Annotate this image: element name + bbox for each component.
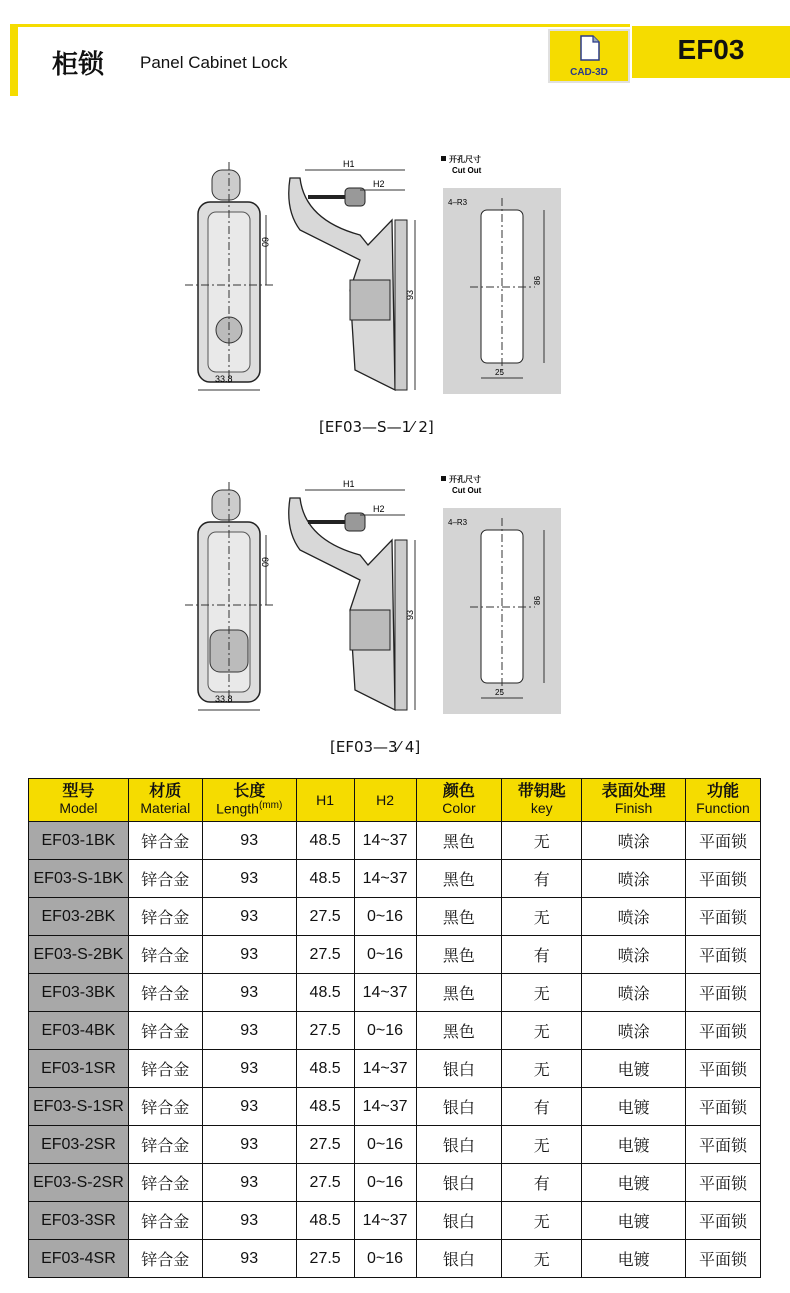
table-row: [29, 1126, 761, 1164]
dim-h1: H1: [343, 159, 355, 169]
table-cell: 锌合金: [128, 1050, 202, 1088]
table-cell: 黑色: [416, 1012, 502, 1050]
col-header-material: 材质 Material: [128, 779, 202, 822]
table-cell: EF03-3BK: [29, 974, 129, 1012]
model-code-badge: [632, 26, 790, 78]
table-cell: 14~37: [354, 1050, 416, 1088]
dim-cutout-radius: 4–R3: [448, 518, 468, 527]
page-title: 柜锁: [52, 50, 105, 80]
table-row: [29, 936, 761, 974]
page-subtitle: Panel Cabinet Lock: [140, 53, 288, 72]
table-cell: 银白: [416, 1202, 502, 1240]
table-cell: 27.5: [296, 936, 354, 974]
dim-front-height: 60: [260, 557, 270, 568]
table-cell: 27.5: [296, 898, 354, 936]
front-view: [185, 482, 275, 710]
dim-cutout-radius: 4–R3: [448, 198, 468, 207]
cad-3d-label: CAD-3D: [570, 67, 608, 78]
table-cell: 无: [502, 1240, 582, 1278]
cutout-title-en: Cut Out: [452, 166, 482, 175]
table-cell: 93: [202, 1012, 296, 1050]
table-cell: 14~37: [354, 860, 416, 898]
table-cell: 48.5: [296, 974, 354, 1012]
table-cell: 27.5: [296, 1126, 354, 1164]
table-cell: EF03-4BK: [29, 1012, 129, 1050]
dim-cutout-height: 86: [533, 596, 542, 605]
table-cell: 14~37: [354, 974, 416, 1012]
dim-h1: H1: [343, 479, 355, 489]
table-cell: 48.5: [296, 1202, 354, 1240]
drawing-ef03-3-4: [0, 470, 790, 770]
spec-table: [28, 778, 761, 1278]
table-cell: 锌合金: [128, 1240, 202, 1278]
table-cell: 0~16: [354, 1240, 416, 1278]
table-cell: 无: [502, 1012, 582, 1050]
dim-cutout-width: 25: [495, 688, 504, 697]
table-cell: 0~16: [354, 1164, 416, 1202]
drawing-caption: [EF03—3⁄ 4]: [330, 738, 421, 756]
dim-front-width: 33.8: [215, 694, 233, 704]
table-cell: 无: [502, 1202, 582, 1240]
dim-front-width: 33.8: [215, 374, 233, 384]
table-cell: 0~16: [354, 1126, 416, 1164]
dim-cutout-height: 86: [533, 276, 542, 285]
cad-3d-button[interactable]: [548, 29, 630, 83]
table-cell: 有: [502, 860, 582, 898]
side-view: [289, 490, 415, 710]
technical-drawing: [0, 470, 790, 730]
table-cell: 锌合金: [128, 1012, 202, 1050]
table-cell: 93: [202, 1164, 296, 1202]
table-cell: 电镀: [582, 1126, 686, 1164]
table-row: [29, 1240, 761, 1278]
table-row: [29, 898, 761, 936]
table-cell: 喷涂: [582, 860, 686, 898]
table-cell: 黑色: [416, 822, 502, 860]
table-cell: 27.5: [296, 1240, 354, 1278]
table-cell: EF03-3SR: [29, 1202, 129, 1240]
table-cell: 锌合金: [128, 860, 202, 898]
table-cell: 黑色: [416, 898, 502, 936]
col-header-color: 颜色 Color: [416, 779, 502, 822]
document-icon: [578, 35, 602, 61]
table-cell: 93: [202, 1240, 296, 1278]
table-cell: 电镀: [582, 1088, 686, 1126]
table-cell: EF03-S-1SR: [29, 1088, 129, 1126]
table-cell: 锌合金: [128, 1202, 202, 1240]
front-view: [185, 162, 275, 390]
table-cell: 48.5: [296, 822, 354, 860]
table-cell: EF03-1BK: [29, 822, 129, 860]
table-cell: 93: [202, 822, 296, 860]
cutout-title-zh: 开孔尺寸: [449, 475, 481, 484]
table-cell: 银白: [416, 1050, 502, 1088]
dim-h2: H2: [373, 504, 385, 514]
page-header: [10, 24, 790, 96]
table-cell: 喷涂: [582, 974, 686, 1012]
table-cell: 有: [502, 936, 582, 974]
table-cell: 0~16: [354, 898, 416, 936]
dim-side-height: 93: [405, 609, 415, 620]
table-cell: EF03-2BK: [29, 898, 129, 936]
cutout-view: [441, 156, 561, 394]
table-cell: 平面锁: [685, 936, 760, 974]
table-cell: 喷涂: [582, 822, 686, 860]
table-cell: 锌合金: [128, 1126, 202, 1164]
dim-side-height: 93: [405, 289, 415, 300]
table-cell: 93: [202, 1088, 296, 1126]
table-cell: 银白: [416, 1240, 502, 1278]
table-cell: 有: [502, 1164, 582, 1202]
table-cell: 电镀: [582, 1164, 686, 1202]
table-row: [29, 1050, 761, 1088]
side-view: [289, 170, 415, 390]
table-cell: 0~16: [354, 936, 416, 974]
drawing-caption: [EF03—S—1⁄ 2]: [319, 418, 434, 436]
table-cell: 无: [502, 974, 582, 1012]
cutout-title-en: Cut Out: [452, 486, 482, 495]
table-cell: 喷涂: [582, 1012, 686, 1050]
table-cell: 平面锁: [685, 1088, 760, 1126]
table-row: [29, 1164, 761, 1202]
table-row: [29, 1088, 761, 1126]
cutout-title-zh: 开孔尺寸: [449, 155, 481, 164]
table-cell: 93: [202, 860, 296, 898]
drawing-ef03-s-1-2: [0, 150, 790, 450]
table-cell: 14~37: [354, 1088, 416, 1126]
table-cell: 93: [202, 974, 296, 1012]
table-body: [29, 822, 761, 1278]
col-header-finish: 表面处理 Finish: [582, 779, 686, 822]
table-cell: 27.5: [296, 1164, 354, 1202]
table-cell: 0~16: [354, 1012, 416, 1050]
dim-front-height: 60: [260, 237, 270, 248]
table-cell: EF03-S-2BK: [29, 936, 129, 974]
table-cell: 93: [202, 1202, 296, 1240]
table-cell: 48.5: [296, 860, 354, 898]
table-cell: 银白: [416, 1126, 502, 1164]
table-cell: 27.5: [296, 1012, 354, 1050]
table-cell: 喷涂: [582, 936, 686, 974]
header-accent-line: [10, 24, 630, 27]
table-row: [29, 1202, 761, 1240]
col-header-function: 功能 Function: [685, 779, 760, 822]
table-cell: 锌合金: [128, 974, 202, 1012]
col-header-key: 带钥匙 key: [502, 779, 582, 822]
table-cell: 平面锁: [685, 1050, 760, 1088]
table-cell: 电镀: [582, 1202, 686, 1240]
table-row: [29, 860, 761, 898]
table-cell: 14~37: [354, 822, 416, 860]
table-cell: 锌合金: [128, 898, 202, 936]
table-cell: 平面锁: [685, 860, 760, 898]
table-cell: 14~37: [354, 1202, 416, 1240]
table-cell: 无: [502, 822, 582, 860]
table-cell: 平面锁: [685, 1012, 760, 1050]
table-cell: 无: [502, 1126, 582, 1164]
table-cell: 有: [502, 1088, 582, 1126]
table-cell: 电镀: [582, 1050, 686, 1088]
col-header-h1: H1: [296, 779, 354, 822]
technical-drawing: [0, 150, 790, 410]
table-cell: 黑色: [416, 936, 502, 974]
table-cell: 平面锁: [685, 1240, 760, 1278]
table-cell: 平面锁: [685, 1164, 760, 1202]
table-cell: 银白: [416, 1088, 502, 1126]
col-header-h2: H2: [354, 779, 416, 822]
cutout-view: [441, 476, 561, 714]
table-cell: 锌合金: [128, 936, 202, 974]
table-cell: 锌合金: [128, 1164, 202, 1202]
table-cell: 平面锁: [685, 1202, 760, 1240]
table-cell: 无: [502, 898, 582, 936]
table-cell: EF03-1SR: [29, 1050, 129, 1088]
col-header-model: 型号 Model: [29, 779, 129, 822]
header-accent-bar: [10, 24, 18, 96]
table-cell: 48.5: [296, 1050, 354, 1088]
table-cell: 黑色: [416, 974, 502, 1012]
dim-cutout-width: 25: [495, 368, 504, 377]
table-cell: EF03-4SR: [29, 1240, 129, 1278]
table-cell: 锌合金: [128, 1088, 202, 1126]
table-cell: 黑色: [416, 860, 502, 898]
table-cell: 平面锁: [685, 822, 760, 860]
dim-h2: H2: [373, 179, 385, 189]
table-row: [29, 822, 761, 860]
table-cell: 平面锁: [685, 898, 760, 936]
table-cell: EF03-S-1BK: [29, 860, 129, 898]
table-cell: EF03-2SR: [29, 1126, 129, 1164]
table-cell: 喷涂: [582, 898, 686, 936]
table-cell: 平面锁: [685, 1126, 760, 1164]
table-cell: 锌合金: [128, 822, 202, 860]
table-cell: 48.5: [296, 1088, 354, 1126]
table-header-row: [29, 779, 761, 822]
table-cell: 电镀: [582, 1240, 686, 1278]
table-cell: EF03-S-2SR: [29, 1164, 129, 1202]
table-cell: 平面锁: [685, 974, 760, 1012]
table-cell: 93: [202, 1050, 296, 1088]
table-row: [29, 974, 761, 1012]
table-cell: 无: [502, 1050, 582, 1088]
table-cell: 93: [202, 1126, 296, 1164]
table-cell: 银白: [416, 1164, 502, 1202]
table-cell: 93: [202, 936, 296, 974]
table-row: [29, 1012, 761, 1050]
table-cell: 93: [202, 898, 296, 936]
col-header-length: 长度 Length$^{(mm)}$: [202, 779, 296, 822]
model-code: EF03: [677, 34, 745, 65]
